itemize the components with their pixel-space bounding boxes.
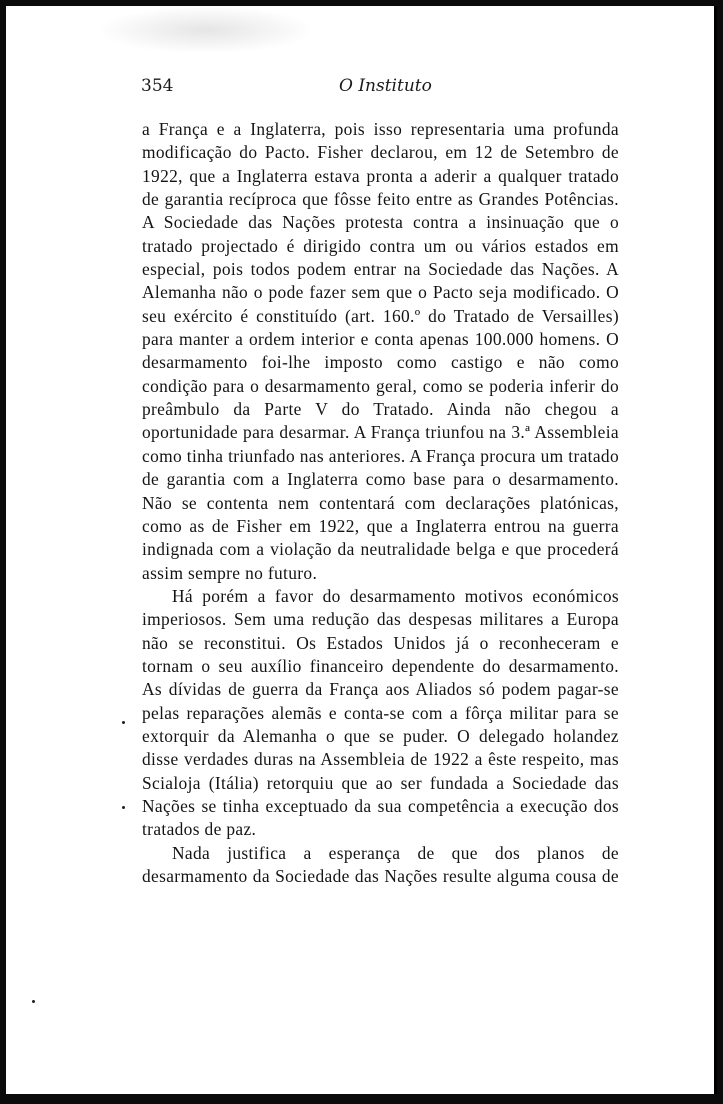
- running-title: O Instituto: [339, 76, 432, 96]
- paragraph-1: a França e a Inglaterra, pois isso representaria uma profunda modificação do Pacto. Fisher declarou, em 12 de Setembro de 1922, que a Inglaterra estava pronta a aderir a qualquer tratado de garantia recíproca que fôsse feito entre as Grandes Potências. A Sociedade das Nações protesta contra a insinuação que o tratado projectado é dirigido contra um ou vários estados em especial, pois todos podem entrar na Sociedade das Nações. A Alemanha não o pode fazer sem que o Pacto seja modificado. O seu exército é constituído (art. 160.º do Tratado de Versailles) para manter a ordem interior e conta apenas 100.000 homens. O desarmamento foi-lhe imposto como castigo e não como condição para o desarmamento geral, como se poderia inferir do preâmbulo da Parte V do Tratado. Ainda não chegou a oportunidade para desarmar. A França triunfou na 3.ª Assembleia como tinha triunfado nas anteriores. A França procura um tratado de garantia com a Inglaterra como base para o desarmamento. Não se contenta nem contentará com declarações platónicas, como as de Fisher em 1922, que a Inglaterra entrou na guerra indignada com a violação da neutralidade belga e que procederá assim sempre no futuro.: [142, 119, 619, 583]
- page-number: 354: [141, 76, 174, 96]
- scan-speck: [122, 721, 125, 724]
- paragraph-2: Há porém a favor do desarmamento motivos económicos imperiosos. Sem uma redução das despesas militares a Europa não se reconstitui. Os Estados Unidos já o reconheceram e tornam o seu auxílio financeiro dependente do desarmamento. As dívidas de guerra da França aos Aliados só podem pagar-se pelas reparações alemãs e conta-se com a fôrça militar para se extorquir da Alemanha o que se puder. O delegado holandez disse verdades duras na Assembleia de 1922 a êste respeito, mas Scialoja (Itália) retorquiu que ao ser fundada a Sociedade das Nações se tinha exceptuado da sua competência a execução dos tratados de paz.: [142, 585, 619, 840]
- body-text: [142, 118, 619, 888]
- paragraph-3: Nada justifica a esperança de que dos planos de desarmamento da Sociedade das Nações resulte alguma cousa de: [142, 842, 619, 886]
- scan-speck: [32, 1000, 35, 1003]
- scan-speck: [122, 806, 125, 809]
- page-header: [141, 76, 621, 102]
- book-page: [6, 6, 717, 1094]
